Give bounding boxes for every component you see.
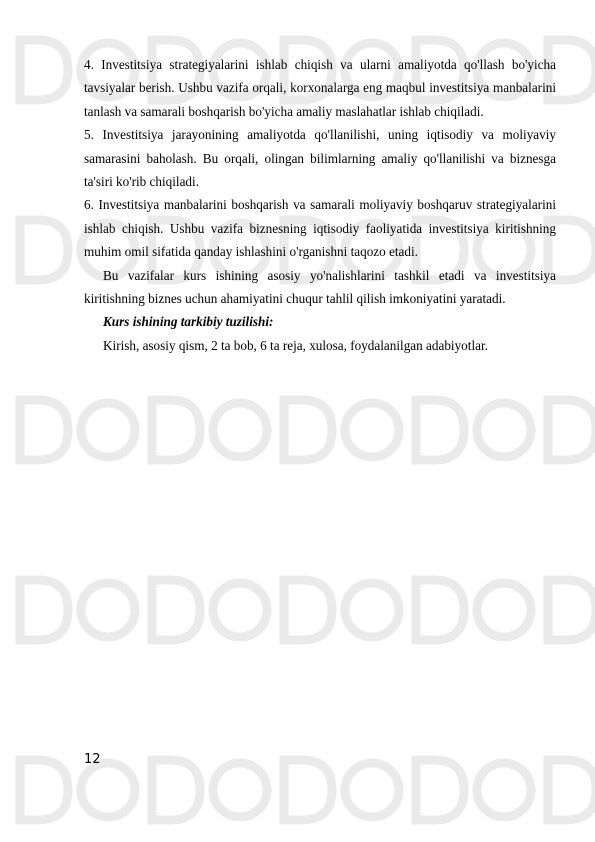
watermark-shape	[213, 403, 267, 457]
watermark-shape	[81, 583, 135, 637]
watermark-shape	[81, 403, 135, 457]
watermark-shape	[152, 400, 200, 460]
watermark-shape	[20, 220, 68, 280]
watermark-shape	[20, 400, 68, 460]
watermark-shape	[548, 400, 595, 460]
summary-paragraph: Bu vazifalar kurs ishining asosiy yo'nalishlarini tashkil etadi va investitsiya kiritishning biznes uchun ahamiyatini chuqur tahlil qilish imkoniyatini yaratadi.	[84, 267, 556, 307]
watermark-shape	[477, 403, 531, 457]
watermark-shape	[20, 40, 68, 100]
watermark-shape	[477, 763, 531, 817]
watermark-shape	[548, 760, 595, 820]
watermark-shape	[20, 760, 68, 820]
document-body	[84, 53, 556, 357]
paragraph-item-4: 4. Investitsiya strategiyalarini ishlab chiqish va ularni amaliyotda qo'llash bo'yicha tavsiyalar berish. Ushbu vazifa orqali, korxonalarga eng maqbul investitsiya manbalarini tanlash va samarali boshqarish bo'yicha amaliy maslahatlar ishlab chiqiladi.	[84, 57, 556, 119]
watermark-shape	[152, 580, 200, 640]
watermark-shape	[284, 580, 332, 640]
section-heading: Kurs ishining tarkibiy tuzilishi:	[103, 314, 274, 330]
watermark-shape	[152, 760, 200, 820]
watermark-shape	[81, 763, 135, 817]
watermark-shape	[213, 763, 267, 817]
watermark-shape	[345, 763, 399, 817]
watermark-shape	[416, 400, 464, 460]
structure-text: Kirish, asosiy qism, 2 ta bob, 6 ta reja, xulosa, foydalanilgan adabiyotlar.	[103, 337, 488, 353]
watermark-shape	[416, 580, 464, 640]
page-number: 12	[84, 752, 101, 767]
watermark-shape	[477, 583, 531, 637]
paragraph-item-5: 5. Investitsiya jarayonining amaliyotda qo'llanilishi, uning iqtisodiy va moliyaviy samarasini baholash. Bu orqali, olingan bilimlarning amaliy qo'llanilishi va biznesga ta'siri ko'rib chiqiladi.	[84, 127, 556, 190]
watermark-shape	[284, 400, 332, 460]
watermark-shape	[416, 760, 464, 820]
paragraph-item-6: 6. Investitsiya manbalarini boshqarish va samarali moliyaviy boshqaruv strategiyalarini ishlab chiqish. Ushbu vazifa biznesning iqtisodiy faoliyatida investitsiya kiritishning muhim omil sifatida qanday ishlashini o'rganishni taqozo etadi.	[84, 197, 556, 260]
watermark-shape	[345, 403, 399, 457]
watermark-shape	[20, 580, 68, 640]
watermark-shape	[213, 583, 267, 637]
watermark-shape	[345, 583, 399, 637]
watermark-shape	[284, 760, 332, 820]
watermark-shape	[548, 580, 595, 640]
